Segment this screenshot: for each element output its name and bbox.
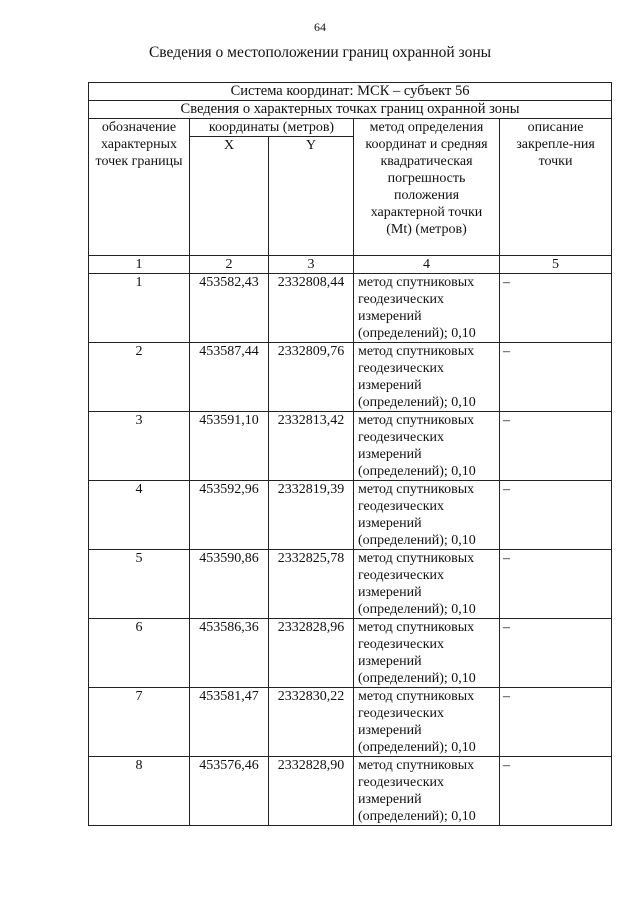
method-cell: метод спутниковых геодезических измерений (определений); 0,10 (354, 343, 500, 412)
table-row (89, 757, 612, 826)
method-cell: метод спутниковых геодезических измерений (определений); 0,10 (354, 619, 500, 688)
header-row-1 (89, 119, 612, 137)
x-coordinate-cell: 453591,10 (190, 412, 269, 481)
page-number: 64 (314, 20, 326, 34)
section-caption: Сведения о характерных точках границ охранной зоны (89, 101, 612, 119)
point-cell: 3 (89, 412, 190, 481)
point-cell: 7 (89, 688, 190, 757)
column-number: 1 (89, 256, 190, 274)
point-cell: 6 (89, 619, 190, 688)
coord-system-label: Система координат: МСК – субъект 56 (89, 83, 612, 101)
column-number: 2 (190, 256, 269, 274)
table-row (89, 274, 612, 343)
table-row (89, 619, 612, 688)
method-cell: метод спутниковых геодезических измерений (определений); 0,10 (354, 688, 500, 757)
description-cell: – (500, 757, 612, 826)
table-row (89, 481, 612, 550)
header-description: описание закрепле-ния точки (500, 119, 612, 256)
method-cell: метод спутниковых геодезических измерений (определений); 0,10 (354, 757, 500, 826)
y-coordinate-cell: 2332819,39 (269, 481, 354, 550)
header-coords-group: координаты (метров) (190, 119, 354, 137)
y-coordinate-cell: 2332825,78 (269, 550, 354, 619)
description-cell: – (500, 550, 612, 619)
column-number-row (89, 256, 612, 274)
y-coordinate-cell: 2332809,76 (269, 343, 354, 412)
point-cell: 5 (89, 550, 190, 619)
point-cell: 2 (89, 343, 190, 412)
x-coordinate-cell: 453586,36 (190, 619, 269, 688)
y-coordinate-cell: 2332828,90 (269, 757, 354, 826)
method-cell: метод спутниковых геодезических измерений (определений); 0,10 (354, 481, 500, 550)
x-coordinate-cell: 453590,86 (190, 550, 269, 619)
y-coordinate-cell: 2332808,44 (269, 274, 354, 343)
table-row (89, 412, 612, 481)
point-cell: 8 (89, 757, 190, 826)
coord-system-row (89, 83, 612, 101)
method-cell: метод спутниковых геодезических измерений (определений); 0,10 (354, 412, 500, 481)
x-coordinate-cell: 453576,46 (190, 757, 269, 826)
point-cell: 1 (89, 274, 190, 343)
header-x: X (190, 137, 269, 256)
description-cell: – (500, 412, 612, 481)
y-coordinate-cell: 2332830,22 (269, 688, 354, 757)
method-cell: метод спутниковых геодезических измерений (определений); 0,10 (354, 550, 500, 619)
description-cell: – (500, 688, 612, 757)
column-number: 3 (269, 256, 354, 274)
table-row (89, 550, 612, 619)
header-method: метод определения координат и средняя квадратическая погрешность положения характерной точки (Mt) (метров) (354, 119, 500, 256)
section-caption-row (89, 101, 612, 119)
description-cell: – (500, 274, 612, 343)
description-cell: – (500, 343, 612, 412)
table-row (89, 688, 612, 757)
x-coordinate-cell: 453592,96 (190, 481, 269, 550)
boundary-points-table (88, 82, 612, 826)
x-coordinate-cell: 453581,47 (190, 688, 269, 757)
method-cell: метод спутниковых геодезических измерений (определений); 0,10 (354, 274, 500, 343)
x-coordinate-cell: 453582,43 (190, 274, 269, 343)
header-point-label: обозначение характерных точек границы (89, 119, 190, 256)
document-title: Сведения о местоположении границ охранной зоны (148, 44, 492, 61)
header-y: Y (269, 137, 354, 256)
y-coordinate-cell: 2332828,96 (269, 619, 354, 688)
point-cell: 4 (89, 481, 190, 550)
column-number: 4 (354, 256, 500, 274)
y-coordinate-cell: 2332813,42 (269, 412, 354, 481)
x-coordinate-cell: 453587,44 (190, 343, 269, 412)
table-row (89, 343, 612, 412)
description-cell: – (500, 481, 612, 550)
column-number: 5 (500, 256, 612, 274)
description-cell: – (500, 619, 612, 688)
